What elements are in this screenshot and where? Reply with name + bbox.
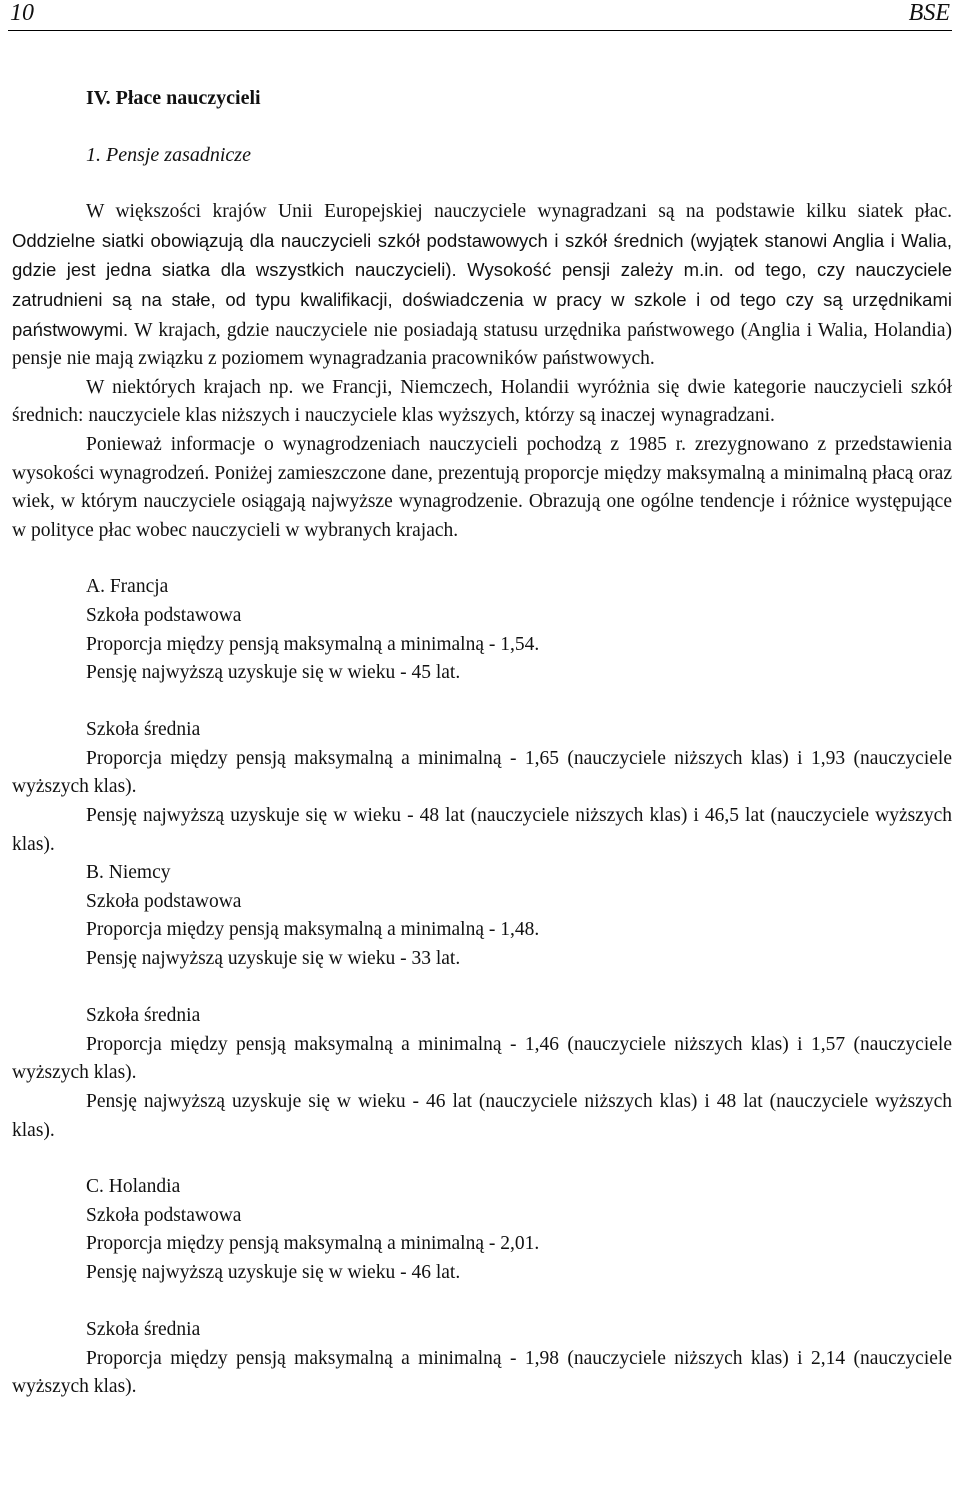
- intro-p1-tail: W krajach, gdzie nauczyciele nie posiadają statusu urzędnika państwowego (Anglia i Walia, Holandia) pensje nie mają związku z poziomem wynagradzania pracowników państwowych.: [12, 319, 952, 370]
- country-name: A. Francja: [86, 576, 169, 598]
- page-number: 10: [10, 0, 34, 26]
- intro-paragraph-1: [12, 197, 952, 374]
- max-salary-age: Pensję najwyższą uzyskuje się w wieku - 48 lat (nauczyciele niższych klas) i 46,5 lat (nauczyciele wyższych klas).: [12, 805, 952, 855]
- subsection-heading: 1. Pensje zasadnicze: [86, 143, 251, 166]
- max-salary-age: Pensję najwyższą uzyskuje się w wieku - 46 lat (nauczyciele niższych klas) i 48 lat (nauczyciele wyższych klas).: [12, 1091, 952, 1141]
- document-body: [12, 84, 952, 1402]
- salary-ratio: Proporcja między pensją maksymalną a minimalną - 1,48.: [86, 919, 540, 941]
- salary-ratio: Proporcja między pensją maksymalną a minimalną - 1,46 (nauczyciele niższych klas) i 1,57 (nauczyciele wyższych klas).: [12, 1033, 952, 1084]
- school-type-label: Szkoła średnia: [86, 719, 201, 741]
- page-header: [8, 0, 952, 31]
- salary-ratio: Proporcja między pensją maksymalną a minimalną - 2,01.: [86, 1233, 540, 1255]
- school-type-label: Szkoła podstawowa: [86, 604, 242, 626]
- max-salary-age: Pensję najwyższą uzyskuje się w wieku - 33 lat.: [86, 948, 461, 970]
- intro-p1-sans: Oddzielne siatki obowiązują dla nauczycieli szkół podstawowych i szkół średnich (wyjątek stanowi Anglia i Walia, gdzie jest jedna siatka dla wszystkich nauczycieli). Wysokość pensji zależy m.in. od tego, czy nauczyciele zatrudnieni są na stałe, od typu kwalifikacji, doświadczenia w pracy w szkole i od tego czy są urzędnikami państwowymi.: [12, 229, 952, 340]
- intro-paragraph-2: W niektórych krajach np. we Francji, Niemczech, Holandii wyróżnia się dwie kategorie nauczycieli szkół średnich: nauczyciele klas niższych i nauczyciele klas wyższych, którzy są inaczej wynagradzani.: [12, 376, 952, 427]
- country-name: B. Niemcy: [86, 862, 171, 884]
- country-section-netherlands: [12, 1173, 952, 1402]
- school-type-label: Szkoła średnia: [86, 1005, 201, 1027]
- max-salary-age: Pensję najwyższą uzyskuje się w wieku - 46 lat.: [86, 1261, 461, 1283]
- country-name: C. Holandia: [86, 1176, 181, 1198]
- section-heading: IV. Płace nauczycieli: [86, 87, 261, 109]
- country-section-france: [12, 573, 952, 859]
- salary-ratio: Proporcja między pensją maksymalną a minimalną - 1,54.: [86, 633, 540, 655]
- salary-ratio: Proporcja między pensją maksymalną a minimalną - 1,98 (nauczyciele niższych klas) i 2,14 (nauczyciele wyższych klas).: [12, 1347, 952, 1398]
- school-type-label: Szkoła podstawowa: [86, 1204, 242, 1226]
- country-section-germany: [12, 859, 952, 1145]
- school-type-label: Szkoła podstawowa: [86, 890, 242, 912]
- salary-ratio: Proporcja między pensją maksymalną a minimalną - 1,65 (nauczyciele niższych klas) i 1,93 (nauczyciele wyższych klas).: [12, 747, 952, 798]
- max-salary-age: Pensję najwyższą uzyskuje się w wieku - 45 lat.: [86, 662, 461, 684]
- school-type-label: Szkoła średnia: [86, 1319, 201, 1341]
- running-title: BSE: [908, 0, 950, 26]
- intro-p1-serif: W większości krajów Unii Europejskiej nauczyciele wynagradzani są na podstawie kilku siatek płac.: [86, 201, 952, 223]
- intro-paragraph-3: Ponieważ informacje o wynagrodzeniach nauczycieli pochodzą z 1985 r. zrezygnowano z przedstawienia wysokości wynagrodzeń. Poniżej zamieszczone dane, prezentują proporcje między maksymalną a minimalną płacą oraz wiek, w którym nauczyciele osiągają najwyższe wynagrodzenie. Obrazują one ogólne tendencje i różnice występujące w polityce płac wobec nauczycieli w wybranych krajach.: [12, 433, 952, 541]
